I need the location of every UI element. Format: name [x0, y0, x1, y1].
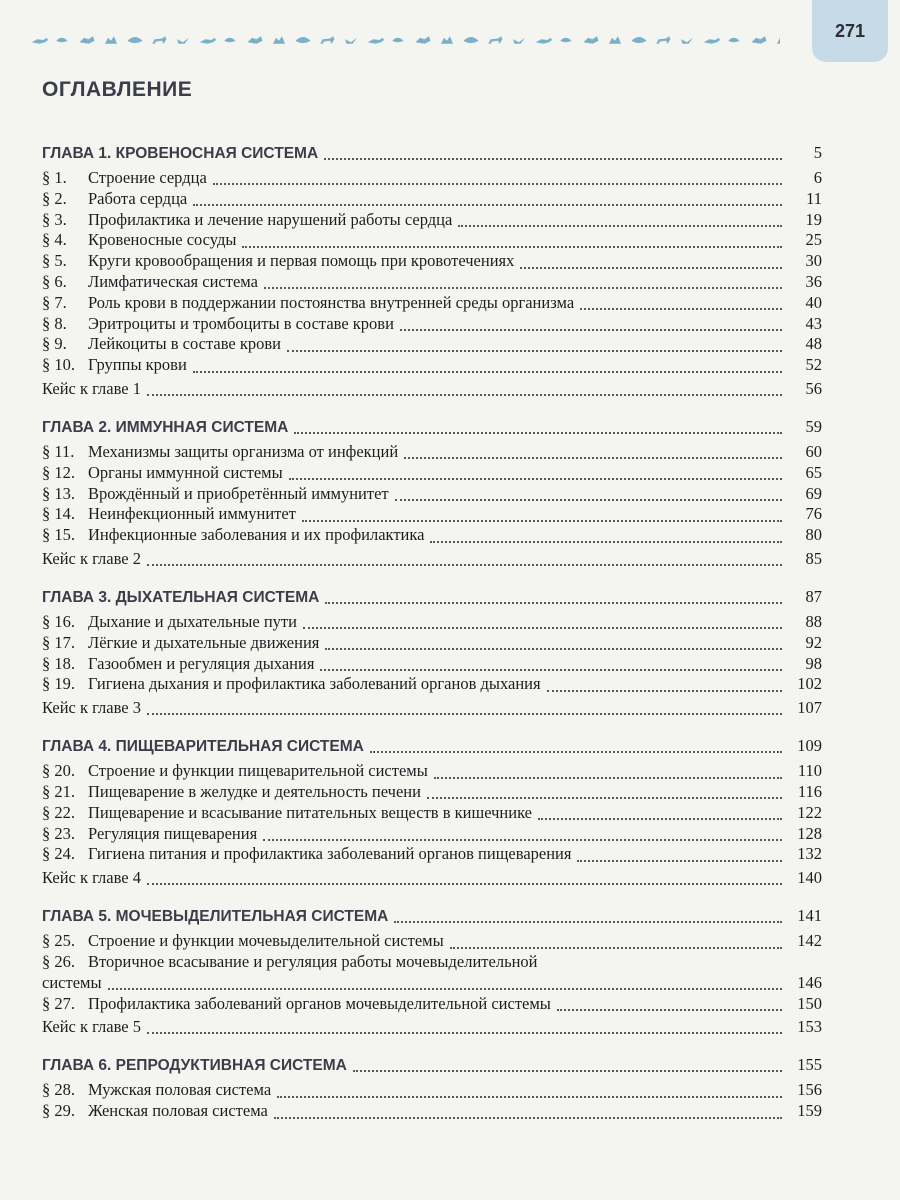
section-number: § 29. — [42, 1101, 75, 1121]
animal-silhouette-icon — [102, 32, 120, 48]
section-entry[interactable] — [42, 931, 822, 952]
section-number: § 3. — [42, 209, 67, 229]
animal-silhouette-icon — [150, 32, 168, 48]
animal-silhouette-icon — [606, 32, 624, 48]
section-title: Гигиена дыхания и профилактика заболеваний органов дыхания — [88, 674, 541, 694]
animal-silhouette-icon — [510, 32, 528, 48]
animal-silhouette-icon — [366, 32, 384, 48]
chapter-page: 109 — [797, 736, 822, 756]
case-title: Кейс к главе 4 — [42, 868, 141, 888]
animal-silhouette-icon — [462, 32, 480, 48]
section-title: Роль крови в поддержании постоянства внутренней среды организма — [88, 292, 575, 312]
chapter-title: ГЛАВА 3. ДЫХАТЕЛЬНАЯ СИСТЕМА — [42, 588, 320, 606]
dot-leader — [274, 1117, 782, 1119]
case-page: 85 — [805, 548, 822, 568]
chapter-heading[interactable] — [42, 901, 822, 931]
dot-leader — [394, 921, 782, 923]
section-entry[interactable] — [42, 251, 822, 272]
animal-silhouette-icon — [78, 32, 96, 48]
section-entry[interactable] — [42, 782, 822, 803]
animal-silhouette-icon — [534, 32, 552, 48]
dot-leader — [430, 541, 782, 543]
table-of-contents — [42, 138, 822, 1122]
section-entry[interactable] — [42, 654, 822, 675]
section-page: 98 — [805, 653, 822, 673]
section-title: Газообмен и регуляция дыхания — [88, 653, 315, 673]
animal-silhouette-icon — [750, 32, 768, 48]
animal-silhouette-ribbon — [0, 22, 780, 58]
section-entry[interactable] — [42, 674, 822, 695]
section-title: Дыхание и дыхательные пути — [88, 611, 297, 631]
animal-silhouette-icon — [198, 32, 216, 48]
dot-leader — [294, 432, 782, 434]
chapter-case-entry[interactable] — [42, 1014, 822, 1040]
section-entry[interactable] — [42, 334, 822, 355]
dot-leader — [147, 394, 782, 396]
section-number: § 16. — [42, 611, 75, 631]
dot-leader — [325, 648, 782, 650]
section-page: 128 — [797, 823, 822, 843]
section-number: § 26. — [42, 951, 75, 971]
section-page: 150 — [797, 993, 822, 1013]
dot-leader — [427, 797, 782, 799]
section-page: 36 — [805, 271, 822, 291]
section-entry[interactable] — [42, 355, 822, 376]
animal-silhouette-icon — [630, 32, 648, 48]
dot-leader — [370, 751, 782, 753]
chapter-title: ГЛАВА 1. КРОВЕНОСНАЯ СИСТЕМА — [42, 145, 319, 162]
page-number-tab — [812, 0, 888, 62]
section-page: 102 — [797, 674, 822, 694]
section-title: Группы крови — [88, 355, 187, 375]
section-entry[interactable] — [42, 210, 822, 231]
section-title: Неинфекционный иммунитет — [88, 504, 296, 524]
section-number: § 11. — [42, 441, 75, 461]
dot-leader — [147, 713, 782, 715]
dot-leader — [108, 988, 782, 990]
case-title: Кейс к главе 5 — [42, 1017, 141, 1037]
section-page: 110 — [797, 761, 822, 781]
section-entry[interactable] — [42, 525, 822, 546]
section-number: § 8. — [42, 313, 67, 333]
section-page: 156 — [797, 1080, 822, 1100]
dot-leader — [324, 158, 782, 160]
case-page: 153 — [797, 1017, 822, 1037]
section-title: Строение сердца — [88, 168, 207, 187]
section-title: Лимфатическая система — [88, 271, 258, 291]
section-entry-continued[interactable] — [42, 973, 822, 994]
section-page: 142 — [797, 931, 822, 951]
section-entry[interactable] — [42, 952, 822, 973]
chapter-title: ГЛАВА 6. РЕПРОДУКТИВНАЯ СИСТЕМА — [42, 1057, 347, 1075]
section-number: § 21. — [42, 781, 75, 801]
dot-leader — [287, 350, 782, 352]
chapter-case-entry[interactable] — [42, 376, 822, 402]
animal-silhouette-icon — [726, 32, 744, 48]
section-title: Врождённый и приобретённый иммунитет — [88, 483, 389, 503]
section-number: § 4. — [42, 230, 67, 250]
section-entry[interactable] — [42, 761, 822, 782]
dot-leader — [303, 627, 782, 629]
section-title: Круги кровообращения и первая помощь при кровотечениях — [88, 251, 515, 271]
section-entry[interactable] — [42, 272, 822, 293]
case-page: 140 — [797, 868, 822, 888]
animal-silhouette-icon — [558, 32, 576, 48]
chapter-heading[interactable] — [42, 582, 822, 612]
section-number: § 23. — [42, 823, 75, 843]
section-number: § 6. — [42, 271, 67, 291]
dot-leader — [264, 287, 782, 289]
chapter-heading[interactable] — [42, 138, 822, 168]
section-title: Пищеварение в желудке и деятельность печени — [88, 781, 421, 801]
section-entry[interactable] — [42, 484, 822, 505]
section-title: Механизмы защиты организма от инфекций — [88, 441, 399, 461]
dot-leader — [580, 308, 782, 310]
animal-silhouette-icon — [774, 32, 780, 48]
dot-leader — [302, 520, 782, 522]
animal-silhouette-icon — [222, 32, 240, 48]
section-title: Работа сердца — [88, 188, 188, 208]
section-page: 43 — [805, 313, 822, 333]
chapter-title: ГЛАВА 5. МОЧЕВЫДЕЛИТЕЛЬНАЯ СИСТЕМА — [42, 908, 389, 926]
section-number: § 9. — [42, 334, 67, 354]
animal-silhouette-icon — [294, 32, 312, 48]
animal-silhouette-icon — [318, 32, 336, 48]
dot-leader — [557, 1009, 782, 1011]
section-number: § 7. — [42, 292, 67, 312]
animal-silhouette-icon — [414, 32, 432, 48]
section-number: § 28. — [42, 1080, 75, 1100]
case-title: Кейс к главе 1 — [42, 378, 141, 398]
animal-silhouette-icon — [654, 32, 672, 48]
section-page: 25 — [805, 230, 822, 250]
dot-leader — [147, 883, 782, 885]
animal-silhouette-icon — [678, 32, 696, 48]
section-number: § 13. — [42, 483, 75, 503]
section-number: § 10. — [42, 355, 75, 375]
dot-leader — [520, 267, 782, 269]
section-entry[interactable] — [42, 824, 822, 845]
section-title: Лёгкие и дыхательные движения — [88, 632, 320, 652]
chapter-case-entry[interactable] — [42, 695, 822, 721]
section-number: § 5. — [42, 251, 67, 271]
section-entry[interactable] — [42, 1101, 822, 1122]
section-number: § 2. — [42, 188, 67, 208]
case-page: 56 — [805, 378, 822, 398]
section-title: Строение и функции пищеварительной системы — [88, 761, 428, 781]
section-title: Эритроциты и тромбоциты в составе крови — [88, 313, 394, 333]
section-entry[interactable] — [42, 504, 822, 525]
section-entry[interactable] — [42, 293, 822, 314]
section-page: 132 — [797, 844, 822, 864]
animal-silhouette-icon — [342, 32, 360, 48]
section-page: 19 — [805, 209, 822, 229]
dot-leader — [577, 860, 782, 862]
dot-leader — [193, 204, 782, 206]
section-page: 88 — [805, 611, 822, 631]
section-title: Инфекционные заболевания и их профилактика — [88, 525, 425, 545]
animal-silhouette-icon — [54, 32, 72, 48]
section-number: § 19. — [42, 674, 75, 694]
dot-leader — [458, 225, 782, 227]
animal-silhouette-icon — [390, 32, 408, 48]
section-page: 69 — [805, 483, 822, 503]
animal-silhouette-icon — [582, 32, 600, 48]
section-entry[interactable] — [42, 314, 822, 335]
dot-leader — [404, 457, 782, 459]
section-number: § 1. — [42, 168, 67, 187]
section-page: 11 — [806, 188, 822, 208]
animal-silhouette-icon — [174, 32, 192, 48]
chapter-title: ГЛАВА 4. ПИЩЕВАРИТЕЛЬНАЯ СИСТЕМА — [42, 738, 364, 756]
section-page: 76 — [805, 504, 822, 524]
section-title: Строение и функции мочевыделительной системы — [88, 931, 444, 951]
dot-leader — [395, 499, 782, 501]
section-title: Органы иммунной системы — [88, 462, 283, 482]
section-title: Мужская половая система — [88, 1080, 272, 1100]
dot-leader — [538, 818, 782, 820]
dot-leader — [147, 564, 782, 566]
chapter-heading[interactable] — [42, 1050, 822, 1080]
dot-leader — [400, 329, 782, 331]
animal-silhouette-icon — [702, 32, 720, 48]
animal-silhouette-icon — [246, 32, 264, 48]
section-entry[interactable] — [42, 844, 822, 865]
section-title: Профилактика и лечение нарушений работы сердца — [88, 209, 453, 229]
animal-silhouette-icon — [30, 32, 48, 48]
section-number: § 15. — [42, 525, 75, 545]
chapter-page: 141 — [797, 906, 822, 926]
section-page: 48 — [805, 334, 822, 354]
section-title: Регуляция пищеварения — [88, 823, 258, 843]
section-number: § 24. — [42, 844, 75, 864]
section-number: § 20. — [42, 761, 75, 781]
section-page: 159 — [797, 1101, 822, 1121]
section-title: Профилактика заболеваний органов мочевыделительной системы — [88, 993, 551, 1013]
dot-leader — [450, 947, 782, 949]
section-title: Гигиена питания и профилактика заболеваний органов пищеварения — [88, 844, 572, 864]
section-entry[interactable] — [42, 463, 822, 484]
section-entry[interactable] — [42, 612, 822, 633]
section-page: 60 — [805, 441, 822, 461]
dot-leader — [325, 602, 782, 604]
section-title: Лейкоциты в составе крови — [88, 334, 281, 354]
toc-title: ОГЛАВЛЕНИЕ — [42, 78, 193, 101]
dot-leader — [242, 246, 782, 248]
section-entry[interactable] — [42, 803, 822, 824]
chapter-heading[interactable] — [42, 731, 822, 761]
section-number: § 25. — [42, 931, 75, 951]
animal-silhouette-icon — [270, 32, 288, 48]
section-number: § 12. — [42, 462, 75, 482]
section-page: 122 — [797, 802, 822, 822]
page-number: 271 — [834, 20, 866, 41]
section-title: Кровеносные сосуды — [88, 230, 237, 250]
section-number: § 18. — [42, 653, 75, 673]
section-title-cont: системы — [42, 972, 102, 992]
section-number: § 17. — [42, 632, 75, 652]
section-number: § 22. — [42, 802, 75, 822]
dot-leader — [353, 1070, 782, 1072]
dot-leader — [277, 1096, 782, 1098]
chapter-case-entry[interactable] — [42, 865, 822, 891]
section-page: 92 — [805, 632, 822, 652]
section-title: Вторичное всасывание и регуляция работы мочевыделительной — [88, 951, 538, 971]
section-entry[interactable] — [42, 994, 822, 1015]
section-entry[interactable] — [42, 168, 822, 189]
section-page: 52 — [805, 355, 822, 375]
section-page: 116 — [797, 781, 822, 801]
section-entry[interactable] — [42, 230, 822, 251]
section-page: 40 — [805, 292, 822, 312]
animal-silhouette-icon — [486, 32, 504, 48]
section-page: 80 — [805, 525, 822, 545]
section-entry[interactable] — [42, 189, 822, 210]
case-title: Кейс к главе 2 — [42, 548, 141, 568]
dot-leader — [213, 183, 782, 185]
dot-leader — [193, 371, 782, 373]
section-page: 146 — [797, 972, 822, 992]
animal-silhouette-icon — [126, 32, 144, 48]
dot-leader — [263, 839, 782, 841]
chapter-heading[interactable] — [42, 412, 822, 442]
case-page: 107 — [797, 698, 822, 718]
chapter-page: 87 — [805, 586, 822, 606]
section-page: 65 — [805, 462, 822, 482]
animal-silhouette-icon — [438, 32, 456, 48]
section-page: 30 — [805, 251, 822, 271]
section-number: § 14. — [42, 504, 75, 524]
section-title: Женская половая система — [88, 1101, 268, 1121]
chapter-title: ГЛАВА 2. ИММУННАЯ СИСТЕМА — [42, 418, 289, 436]
section-entry[interactable] — [42, 1080, 822, 1101]
section-entry[interactable] — [42, 442, 822, 463]
chapter-page: 155 — [797, 1055, 822, 1075]
dot-leader — [147, 1032, 782, 1034]
dot-leader — [289, 478, 782, 480]
dot-leader — [547, 690, 782, 692]
section-number: § 27. — [42, 993, 75, 1013]
chapter-page: 59 — [805, 416, 822, 436]
chapter-page: 5 — [813, 143, 822, 162]
dot-leader — [434, 777, 782, 779]
case-title: Кейс к главе 3 — [42, 698, 141, 718]
section-title: Пищеварение и всасывание питательных веществ в кишечнике — [88, 802, 532, 822]
section-entry[interactable] — [42, 633, 822, 654]
chapter-case-entry[interactable] — [42, 546, 822, 572]
dot-leader — [320, 669, 782, 671]
section-page: 6 — [813, 168, 822, 187]
